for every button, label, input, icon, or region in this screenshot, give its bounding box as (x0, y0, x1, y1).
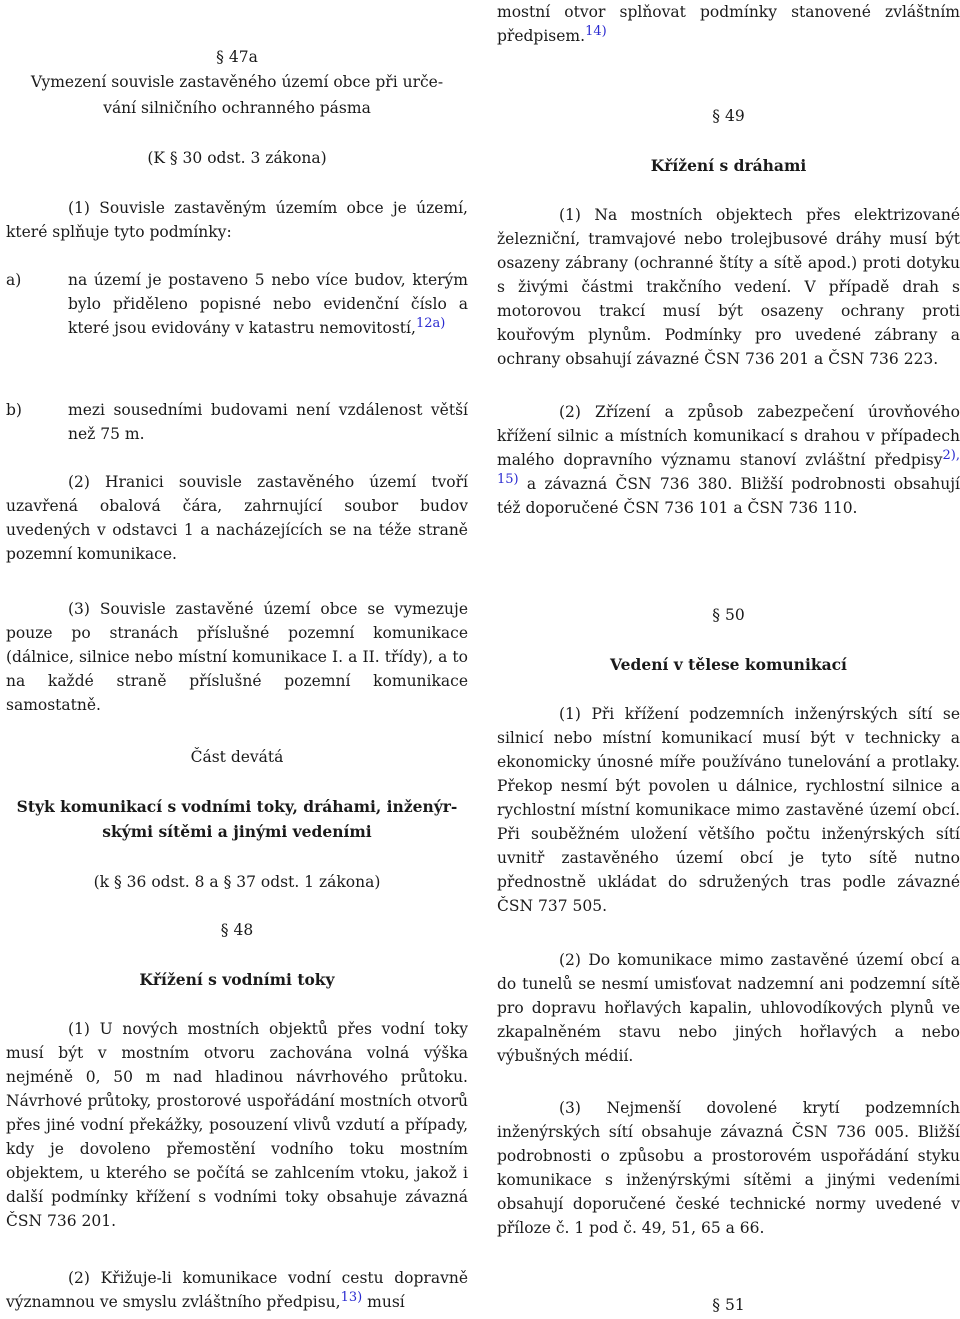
footnote-ref-13: 13) (340, 1290, 363, 1305)
section-47a-paragraph-1: (1) Souvisle zastavěným územím obce je území, které splňuje tyto podmínky: (6, 199, 468, 241)
section-50-number: § 50 (712, 606, 745, 624)
section-49-paragraph-2-text: (2) Zřízení a způsob zabezpečení úrovňového křížení silnic a místních komunikací s drahou v případech malého dopravního významu stanoví zvláštní předpisy (497, 403, 960, 469)
part-reference: (k § 36 odst. 8 a § 37 odst. 1 zákona) (93, 873, 381, 891)
section-48-title: Křížení s vodními toky (139, 970, 335, 989)
section-48-paragraph-2-end: musí (367, 1293, 405, 1311)
section-49-title: Křížení s dráhami (650, 156, 807, 175)
section-49-number: § 49 (712, 107, 745, 125)
section-48-paragraph-2-text: (2) Křižuje-li komunikace vodní cestu dopravně významnou ve smyslu zvláštního předpisu, (6, 1269, 468, 1311)
section-50-paragraph-3: (3) Nejmenší dovolené krytí podzemních inženýrských sítí obsahuje závazná ČSN 736 005. Bližší podrobnosti o způsobu a prostorovém uspořádání styku komunikace s inženýrskými sítěmi a jinými vedeními obsahují doporučené české technické normy uvedené v příloze č. 1 pod č. 49, 51, 65 a 66. (497, 1099, 960, 1237)
section-50-paragraph-1: (1) Při křížení podzemních inženýrských sítí se silnicí nebo místní komunikací musí být v technicky a ekonomicky únosné míře používáno tunelování a protlaky. Překop nesmí být povolen u dálnice, rychlostní silnice a rychlostní místní komunikace mimo zastavěné území obcí. Při souběžném uložení většího počtu inženýrských sítí uvnitř zastavěného území obcí je tyto sítě nutno přednostně ukládat do sdružených tras podle závazné ČSN 737 505. (497, 705, 960, 915)
section-49-paragraph-1: (1) Na mostních objektech přes elektrizované železniční, tramvajové nebo trolejbusové dráhy musí být osazeny zábrany (ochranné štíty a sítě apod.) proti dotyku s živými částmi trakčního vedení. V případě drah s motorovou trakcí musí být osazeny ochrany proti kouřovým plynům. Podmínky pro uvedené zábrany a ochrany obsahují závazné ČSN 736 201 a ČSN 736 223. (497, 206, 960, 368)
footnote-ref-12a: 12a) (415, 316, 446, 331)
section-47a-reference: (K § 30 odst. 3 zákona) (147, 149, 327, 167)
list-item-a-label: a) (6, 271, 22, 289)
section-47a-title-line1: Vymezení souvisle zastavěného území obce při urče- (30, 73, 444, 91)
section-49-paragraph-2-end: a závazná ČSN 736 380. Bližší podrobnosti obsahují též doporučené ČSN 736 101 a ČSN 736 110. (497, 475, 960, 517)
section-47a-paragraph-3: (3) Souvisle zastavěné území obce se vymezuje pouze po stranách příslušné pozemní komunikace (dálnice, silnice nebo místní komunikace I. a II. třídy), a to na každé straně příslušné pozemní komunikace samostatně. (6, 600, 468, 714)
part-title: Část devátá (190, 748, 284, 766)
continuation-text-body: mostní otvor splňovat podmínky stanovené zvláštním předpisem. (497, 3, 960, 45)
list-item-b-text: mezi sousedními budovami není vzdálenost větší než 75 m. (68, 401, 468, 443)
part-subtitle-line1: Styk komunikací s vodními toky, dráhami, inženýr- (16, 797, 458, 816)
footnote-ref-14: 14) (585, 24, 607, 39)
section-50-paragraph-2: (2) Do komunikace mimo zastavěné území obcí a do tunelů se nesmí umisťovat nadzemní ani podzemní sítě pro dopravu hořlavých kapalin, uhlovodíkových plynů ve zkapalněném stavu nebo jiných hořlavých a nebo výbušných médií. (497, 951, 960, 1065)
footnote-ref-2-15: 2), 15) (497, 448, 960, 487)
section-48-paragraph-1: (1) U nových mostních objektů přes vodní toky musí být v mostním otvoru zachována volná výška nejméně 0, 50 m nad hladinou návrhového průtoku. Návrhové průtoky, prostorové uspořádání mostních otvorů přes jiné vodní překážky, posouzení vlivů vzdutí a případy, kdy je dovoleno přemostění vodního toku mostním objektem, u kterého se počítá se zahlcením vtoku, jakož i další podmínky křížení s vodními toky obsahuje závazná ČSN 736 201. (6, 1020, 468, 1230)
section-50-title: Vedení v tělese komunikací (610, 655, 847, 674)
section-47a-number: § 47a (216, 48, 258, 66)
list-item-b-label: b) (6, 401, 22, 419)
section-48-paragraph-2 (6, 1266, 468, 1314)
section-48-number: § 48 (220, 921, 254, 939)
section-47a-title-line2: vání silničního ochranného pásma (103, 99, 371, 117)
section-49-paragraph-2 (497, 400, 960, 520)
section-51-number: § 51 (712, 1296, 745, 1314)
section-47a-paragraph-2: (2) Hranici souvisle zastavěného území tvoří uzavřená obalová čára, zahrnující soubor budov uvedených v odstavci 1 a nacházejících se na téže straně pozemní komunikace. (6, 473, 468, 563)
list-item-b (6, 398, 468, 446)
part-subtitle-line2: skými sítěmi a jinými vedeními (102, 822, 372, 841)
list-item-a-text: na území je postaveno 5 nebo více budov, kterým bylo přiděleno popisné nebo evidenční číslo a které jsou evidovány v katastru nemovitostí, (68, 271, 468, 337)
continuation-text (497, 0, 960, 48)
list-item-a (6, 268, 468, 340)
